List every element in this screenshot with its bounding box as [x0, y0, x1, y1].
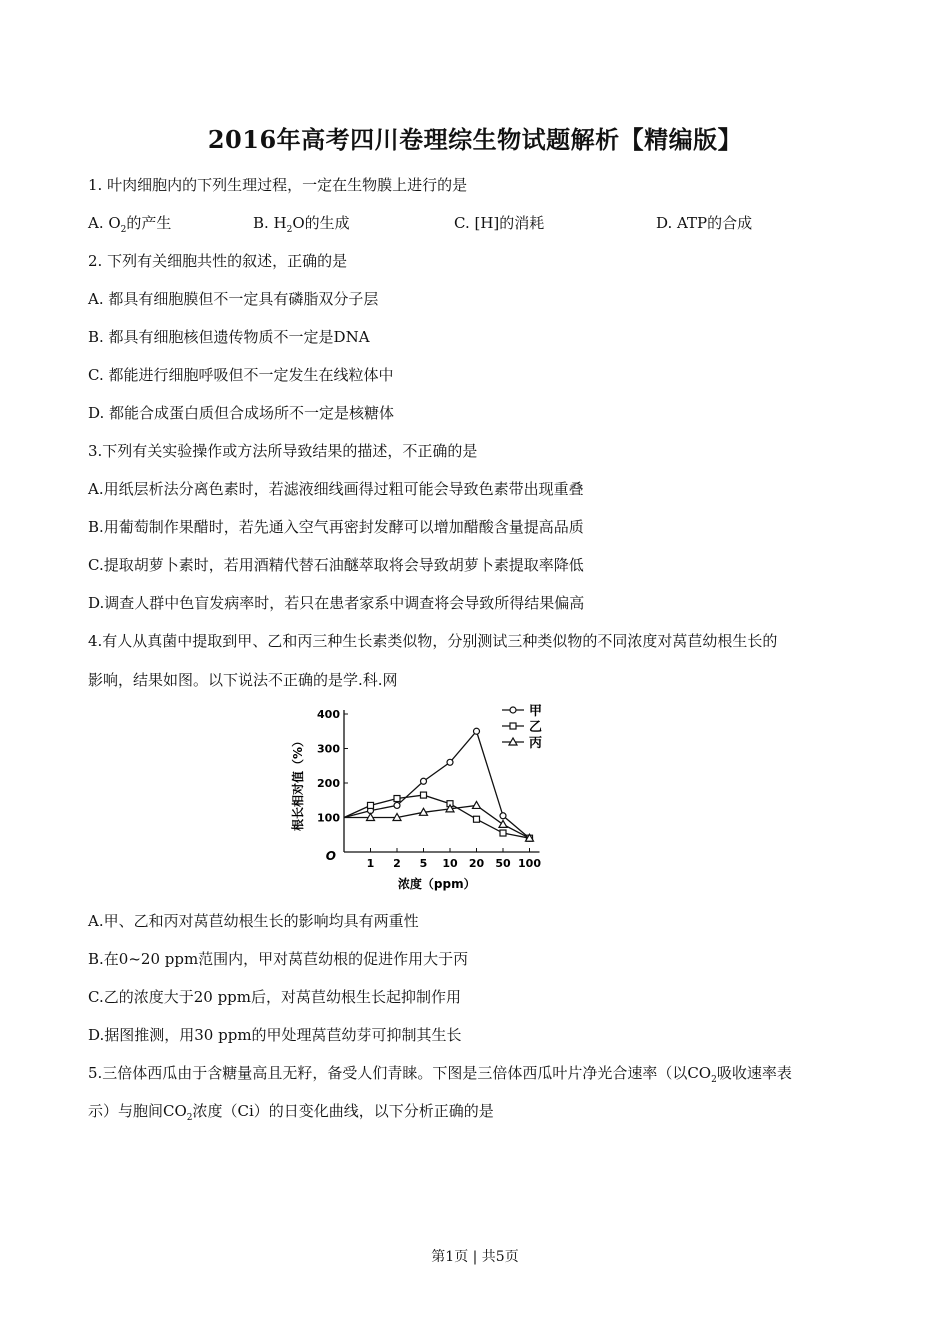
x-tick-label: 2 [393, 857, 401, 870]
q4-option-d: D.据图推测，用30 ppm的甲处理莴苣幼芽可抑制其生长 [88, 1026, 462, 1044]
legend-label-3: 丙 [529, 736, 543, 751]
data-point-series-2 [500, 830, 506, 836]
page-title: 2016年高考四川卷理综生物试题解析【精编版】 [207, 125, 743, 154]
y-tick-label: 300 [317, 742, 340, 756]
q2-option-d: D. 都能合成蛋白质但合成场所不一定是核糖体 [88, 404, 395, 422]
q5-stem-line1: 5.三倍体西瓜由于含糖量高且无籽，备受人们青睐。下图是三倍体西瓜叶片净光合速率（以$CO_2$吸收速率表 [88, 1064, 792, 1085]
q1-option-b: B. $H_2O$的生成 [253, 214, 350, 235]
y-tick-label: 200 [317, 777, 340, 790]
data-point-series-1 [474, 728, 480, 734]
q3-option-d: D.调查人群中色盲发病率时，若只在患者家系中调查将会导致所得结果偏高 [88, 594, 585, 612]
q1-option-a: A. $O_2$的产生 [88, 214, 172, 235]
x-axis-label: 浓度（ppm） [397, 877, 476, 891]
q2-option-b: B. 都具有细胞核但遗传物质不一定是DNA [88, 328, 370, 346]
legend-marker-1 [510, 707, 516, 713]
data-point-series-3 [473, 801, 481, 808]
legend-marker-2 [510, 723, 516, 729]
x-tick-label: 100 [518, 857, 541, 870]
x-tick-label: 20 [468, 857, 485, 870]
data-point-series-1 [394, 802, 400, 808]
legend-label-2: 乙 [529, 720, 543, 735]
q5-stem-line2: 示）与胞间$CO_2$浓度（Ci）的日变化曲线，以下分析正确的是 [88, 1102, 494, 1123]
q2-option-a: A. 都具有细胞膜但不一定具有磷脂双分子层 [88, 290, 379, 308]
data-point-series-2 [394, 796, 400, 802]
x-tick-label: 5 [419, 857, 428, 870]
legend-label-1: 甲 [529, 704, 543, 719]
y-axis-label: 根长相对值（%） [291, 734, 305, 832]
page-footer: 第1页 | 共5页 [431, 1249, 519, 1265]
data-point-series-1 [500, 813, 506, 819]
q4-option-c: C.乙的浓度大于20 ppm后，对莴苣幼根生长起抑制作用 [88, 988, 461, 1006]
q3-stem: 3.下列有关实验操作或方法所导致结果的描述，不正确的是 [88, 442, 478, 460]
q3-option-c: C.提取胡萝卜素时，若用酒精代替石油醚萃取将会导致胡萝卜素提取率降低 [88, 556, 584, 574]
q4-option-a: A.甲、乙和丙对莴苣幼根生长的影响均具有两重性 [88, 912, 419, 930]
q3-option-a: A.用纸层析法分离色素时，若滤液细线画得过粗可能会导致色素带出现重叠 [88, 480, 584, 498]
data-point-series-1 [421, 778, 427, 784]
q2-stem: 2. 下列有关细胞共性的叙述，正确的是 [88, 252, 348, 270]
q1-option-d: D. ATP的合成 [656, 214, 753, 232]
q1-stem: 1. 叶肉细胞内的下列生理过程，一定在生物膜上进行的是 [88, 176, 468, 194]
q4-option-b: B.在0~20 ppm范围内，甲对莴苣幼根的促进作用大于丙 [88, 950, 469, 968]
x-tick-label: 10 [442, 857, 458, 870]
q1-option-c: C. [H]的消耗 [454, 214, 545, 232]
q4-stem-line2: 影响，结果如图。以下说法不正确的是学.科.网 [88, 671, 398, 689]
q3-option-b: B.用葡萄制作果醋时，若先通入空气再密封发酵可以增加醋酸含量提高品质 [88, 518, 584, 536]
data-point-series-1 [447, 759, 453, 765]
y-tick-label: 400 [317, 708, 340, 721]
data-point-series-3 [499, 820, 507, 827]
concentration-chart [280, 700, 580, 900]
q4-stem-line1: 4.有人从真菌中提取到甲、乙和丙三种生长素类似物，分别测试三种类似物的不同浓度对莴苣幼根生长的 [88, 632, 778, 650]
y-tick-label: 100 [317, 811, 340, 825]
data-point-series-2 [421, 792, 427, 798]
x-tick-label: 50 [495, 857, 511, 870]
q2-option-c: C. 都能进行细胞呼吸但不一定发生在线粒体中 [88, 366, 394, 384]
data-point-series-2 [474, 816, 480, 822]
x-tick-label: 1 [366, 857, 375, 870]
data-point-series-2 [368, 802, 374, 808]
origin-label: O [325, 849, 336, 863]
